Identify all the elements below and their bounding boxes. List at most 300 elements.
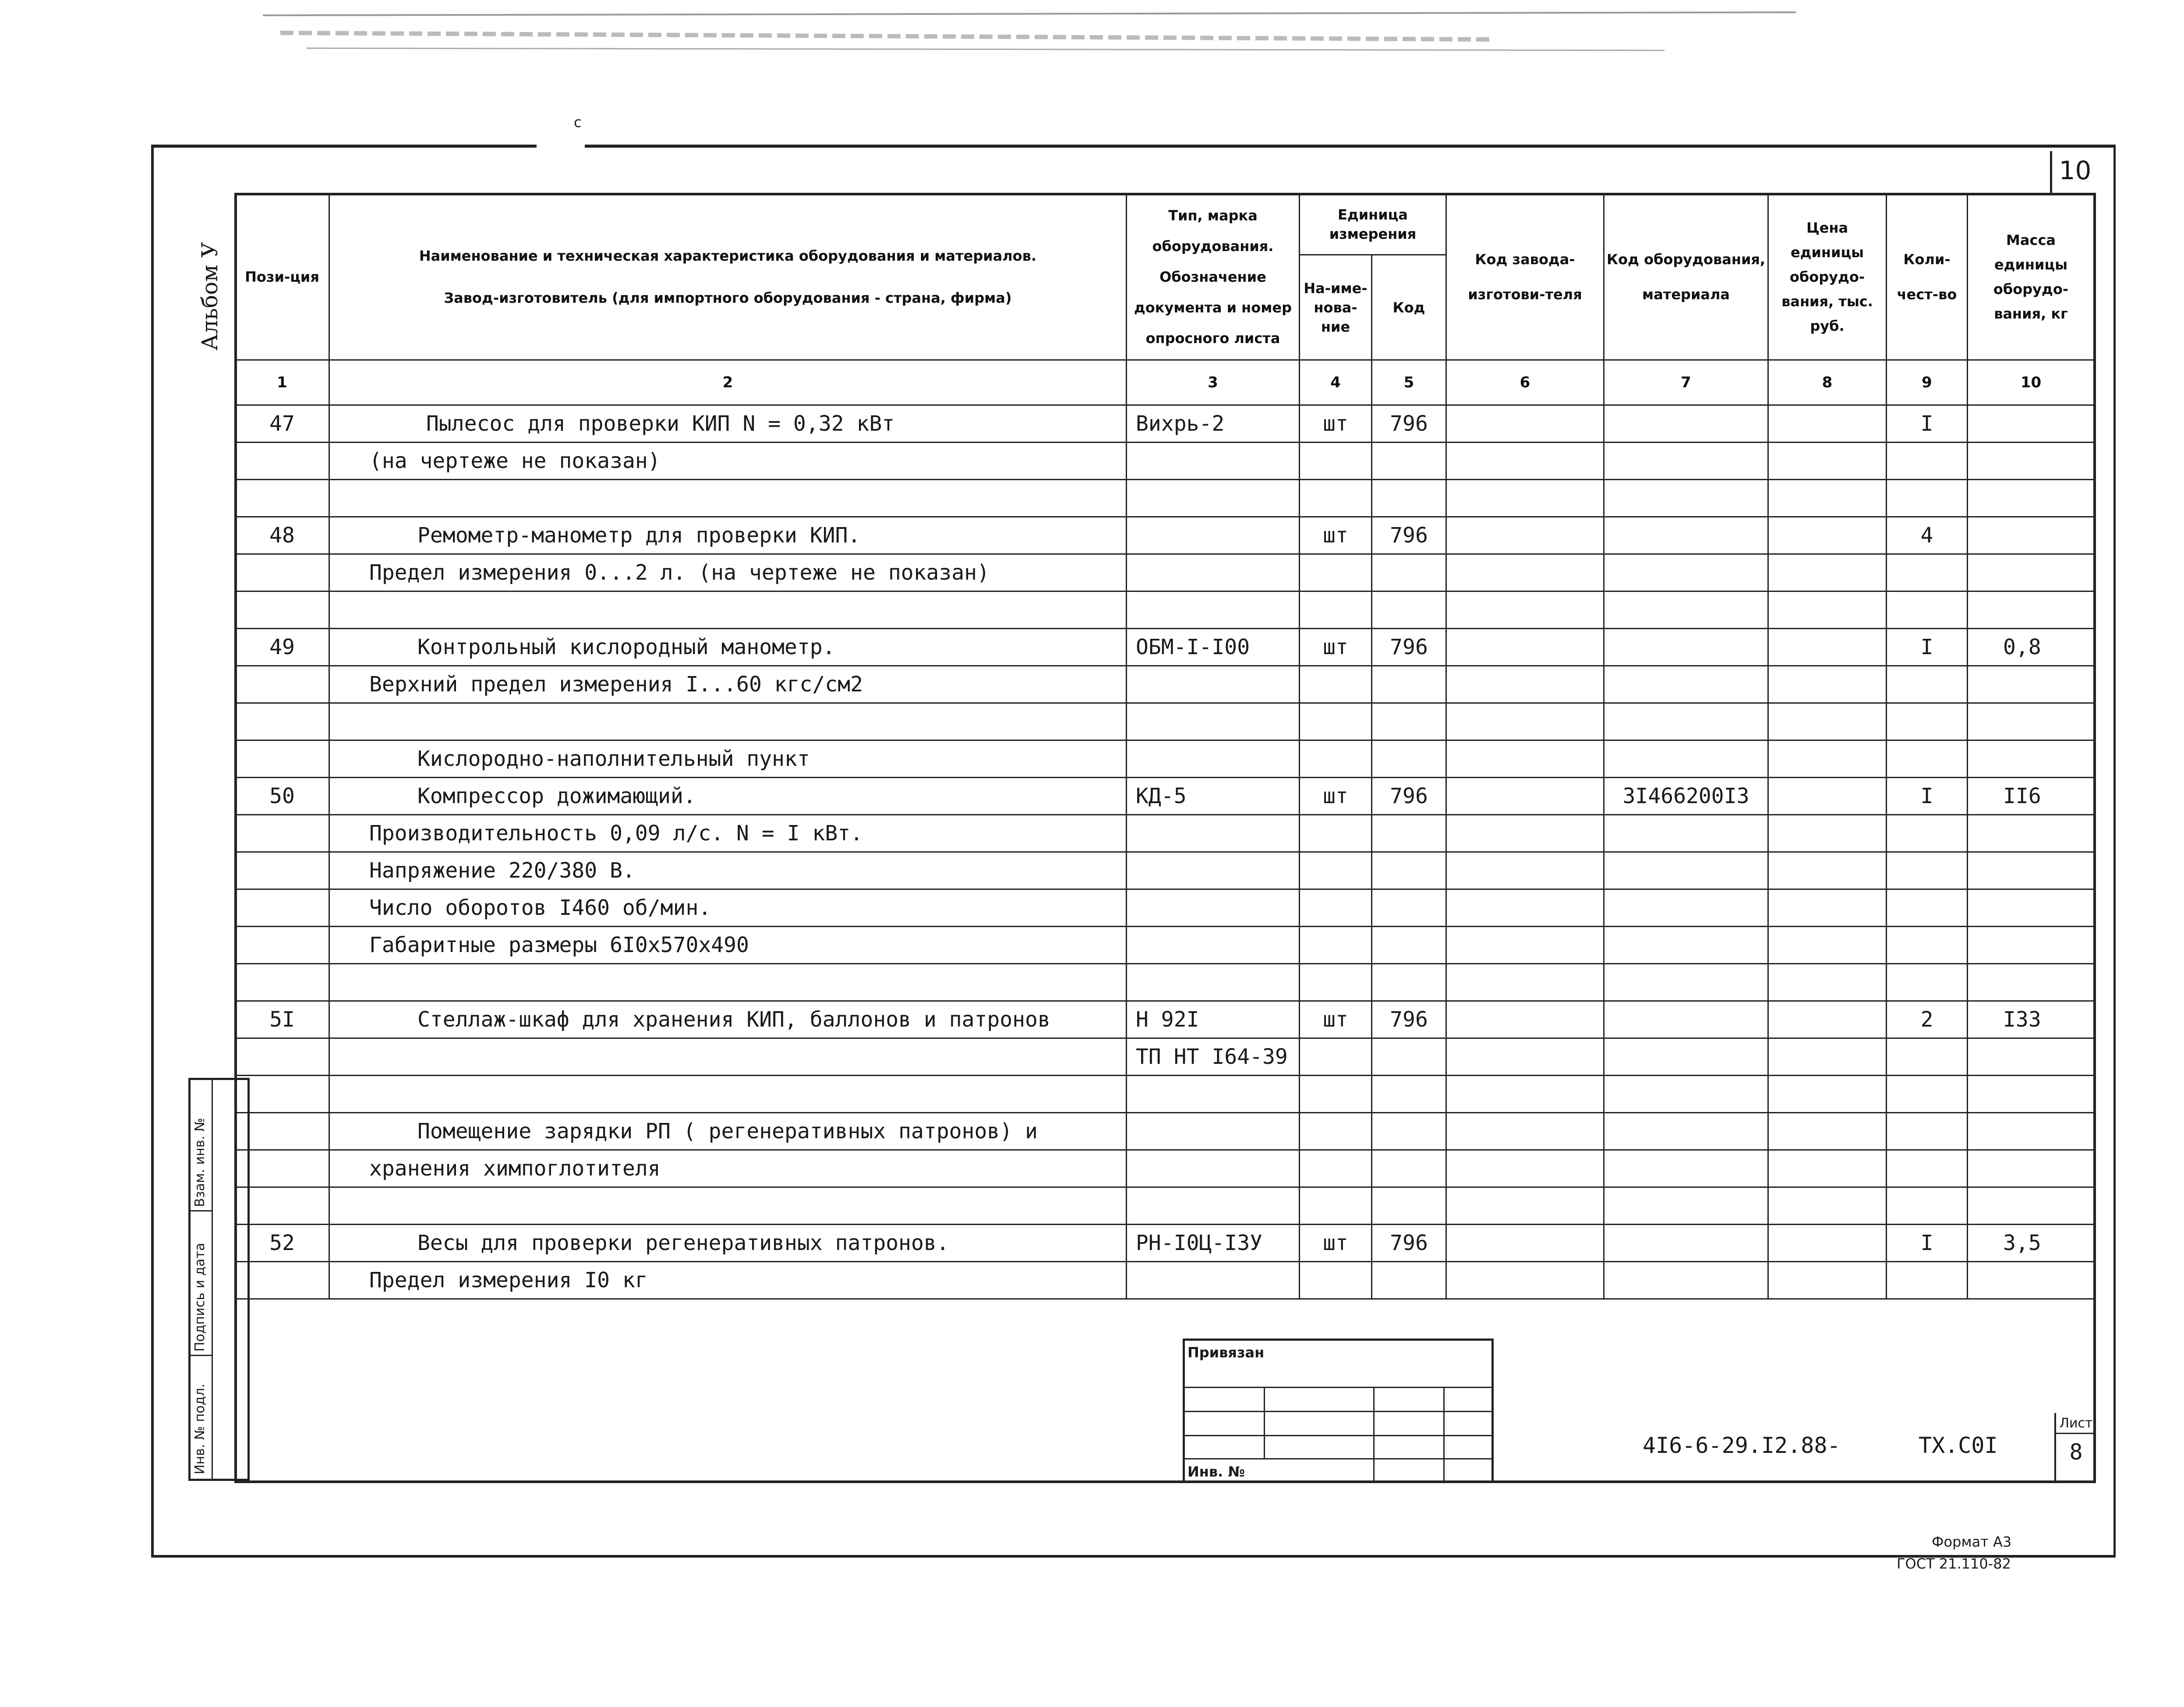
table-row [235,1150,2095,1187]
price-cell [1768,480,1887,517]
name-cell: Контрольный кислородный манометр. [329,629,1127,666]
position-cell [235,554,329,591]
table-row [235,889,2095,927]
type-cell [1127,480,1300,517]
mass-cell [1968,443,2095,480]
table-row [235,1262,2095,1299]
header-unit-group: Единица измерения [1300,194,1446,255]
unit-name-cell: шт [1300,405,1372,443]
price-cell [1768,1038,1887,1076]
name-cell: Число оборотов I460 об/мин. [329,889,1127,927]
quantity-cell [1887,480,1968,517]
plant-code-cell [1446,405,1604,443]
unit-code-cell [1372,591,1446,629]
table-row [235,815,2095,852]
table-row [235,443,2095,480]
quantity-cell [1887,1113,1968,1150]
quantity-cell [1887,1076,1968,1113]
corner-sheet-number-text: 10 [2059,156,2092,185]
unit-name-cell [1300,1038,1372,1076]
price-cell [1768,778,1887,815]
column-number: 9 [1887,360,1968,405]
border-gap [537,140,585,153]
unit-name-cell [1300,443,1372,480]
type-cell [1127,443,1300,480]
header-price: Цена единицы оборудо-вания, тыс. руб. [1768,194,1887,360]
equipment-code-cell [1604,1262,1768,1299]
position-cell [235,889,329,927]
mass-cell: II6 [1968,778,2095,815]
plant-code-cell [1446,1038,1604,1076]
quantity-cell [1887,740,1968,778]
equipment-code-cell [1604,740,1768,778]
position-cell [235,964,329,1001]
position-cell [235,591,329,629]
type-cell [1127,815,1300,852]
price-cell [1768,740,1887,778]
equipment-code-cell [1604,1113,1768,1150]
column-numbers-row [235,360,2095,405]
mass-cell [1968,740,2095,778]
name-cell: хранения химпоглотителя [329,1150,1127,1187]
unit-name-cell [1300,480,1372,517]
document-code: ТХ.С0I [1919,1433,1998,1458]
equipment-code-cell [1604,517,1768,554]
type-cell [1127,1076,1300,1113]
type-cell [1127,703,1300,740]
equipment-code-cell [1604,964,1768,1001]
table-row [235,852,2095,889]
table-row [235,1225,2095,1262]
unit-code-cell [1372,889,1446,927]
header-position: Пози-ция [235,194,329,360]
header-mass: Масса единицы оборудо-вания, кг [1968,194,2095,360]
position-cell [235,852,329,889]
type-cell: РН-I0Ц-I3У [1127,1225,1300,1262]
price-cell [1768,1113,1887,1150]
type-cell [1127,1150,1300,1187]
quantity-cell: I [1887,405,1968,443]
unit-code-cell [1372,666,1446,703]
plant-code-cell [1446,1187,1604,1225]
mass-cell: I33 [1968,1001,2095,1038]
price-cell [1768,1001,1887,1038]
plant-code-cell [1446,480,1604,517]
unit-name-cell: шт [1300,1001,1372,1038]
name-cell: Напряжение 220/380 В. [329,852,1127,889]
equipment-code-cell: 3I466200I3 [1604,778,1768,815]
mass-cell [1968,815,2095,852]
equipment-code-cell [1604,405,1768,443]
mass-cell [1968,1150,2095,1187]
equipment-code-cell [1604,666,1768,703]
column-number: 10 [1968,360,2095,405]
equipment-code-cell [1604,629,1768,666]
side-cell-replacement [191,1080,212,1211]
unit-name-cell: шт [1300,778,1372,815]
unit-name-cell [1300,1076,1372,1113]
quantity-cell [1887,964,1968,1001]
position-cell [235,703,329,740]
table-row [235,666,2095,703]
side-cell-signature [191,1211,212,1356]
unit-code-cell: 796 [1372,517,1446,554]
stamp-line [1185,1411,1491,1412]
quantity-cell [1887,703,1968,740]
table-row [235,1113,2095,1150]
position-cell: 52 [235,1225,329,1262]
side-strip-divider [212,1080,213,1479]
specification-table [234,193,2095,1300]
type-cell: КД-5 [1127,778,1300,815]
mass-cell [1968,405,2095,443]
price-cell [1768,889,1887,927]
table-row [235,591,2095,629]
equipment-code-cell [1604,480,1768,517]
price-cell [1768,927,1887,964]
paper-format: Формат А3 [1932,1533,2012,1550]
table-row [235,1038,2095,1076]
unit-name-cell [1300,1150,1372,1187]
name-cell [329,1076,1127,1113]
header-quantity: Коли-чест-во [1887,194,1968,360]
quantity-cell [1887,927,1968,964]
equipment-code-cell [1604,1001,1768,1038]
plant-code-cell [1446,591,1604,629]
type-cell [1127,1262,1300,1299]
quantity-cell [1887,852,1968,889]
unit-code-cell: 796 [1372,1225,1446,1262]
plant-code-cell [1446,1113,1604,1150]
plant-code-cell [1446,443,1604,480]
scan-artifact [263,9,1840,53]
plant-code-cell [1446,964,1604,1001]
type-cell: Вихрь-2 [1127,405,1300,443]
mass-cell: 0,8 [1968,629,2095,666]
position-cell [235,815,329,852]
name-cell [329,964,1127,1001]
table-row [235,480,2095,517]
position-cell [235,1038,329,1076]
plant-code-cell [1446,1225,1604,1262]
price-cell [1768,443,1887,480]
plant-code-cell [1446,852,1604,889]
type-cell [1127,1113,1300,1150]
price-cell [1768,591,1887,629]
type-cell [1127,964,1300,1001]
type-cell: ТП НТ I64-39 [1127,1038,1300,1076]
equipment-code-cell [1604,1187,1768,1225]
plant-code-cell [1446,629,1604,666]
header-unit-name: На-име-нова-ние [1300,255,1372,360]
unit-code-cell [1372,1038,1446,1076]
unit-name-cell [1300,1113,1372,1150]
price-cell [1768,964,1887,1001]
name-cell: Стеллаж-шкаф для хранения КИП, баллонов и патронов [329,1001,1127,1038]
name-cell: Компрессор дожимающий. [329,778,1127,815]
name-cell: Ремометр-манометр для проверки КИП. [329,517,1127,554]
plant-code-cell [1446,703,1604,740]
specification-rows [235,405,2095,1299]
stamp-col-line [1443,1387,1445,1481]
stamp-col-line [1264,1387,1265,1458]
price-cell [1768,405,1887,443]
header-unit-code: Код [1372,255,1446,360]
linking-stamp [1183,1339,1494,1483]
unit-code-cell: 796 [1372,778,1446,815]
table-row [235,927,2095,964]
type-cell [1127,554,1300,591]
quantity-cell [1887,1187,1968,1225]
quantity-cell: I [1887,1225,1968,1262]
price-cell [1768,666,1887,703]
side-label-replacement: Взам. инв. № [192,1118,208,1207]
mass-cell [1968,852,2095,889]
header-equipment-code: Код оборудования, материала [1604,194,1768,360]
plant-code-cell [1446,666,1604,703]
type-cell [1127,889,1300,927]
plant-code-cell [1446,1150,1604,1187]
column-number: 1 [235,360,329,405]
table-row [235,517,2095,554]
header-name-line2: Завод-изготовитель (для импортного оборудования - страна, фирма) [444,289,1012,306]
plant-code-cell [1446,554,1604,591]
table-row [235,405,2095,443]
position-cell: 50 [235,778,329,815]
equipment-code-cell [1604,815,1768,852]
mass-cell [1968,1113,2095,1150]
unit-code-cell [1372,964,1446,1001]
price-cell [1768,1187,1887,1225]
stamp-line [1185,1458,1491,1459]
plant-code-cell [1446,1076,1604,1113]
unit-name-cell [1300,964,1372,1001]
side-label-signature: Подпись и дата [192,1243,208,1352]
unit-name-cell [1300,815,1372,852]
equipment-code-cell [1604,889,1768,927]
unit-code-cell [1372,1262,1446,1299]
mass-cell: 3,5 [1968,1225,2095,1262]
type-cell [1127,852,1300,889]
quantity-cell: I [1887,778,1968,815]
mass-cell [1968,1076,2095,1113]
position-cell [235,927,329,964]
name-cell [329,480,1127,517]
name-cell [329,1038,1127,1076]
unit-code-cell [1372,554,1446,591]
equipment-code-cell [1604,927,1768,964]
unit-code-cell [1372,443,1446,480]
name-cell [329,1187,1127,1225]
unit-code-cell [1372,852,1446,889]
unit-code-cell [1372,1187,1446,1225]
type-cell: ОБМ-I-I00 [1127,629,1300,666]
type-cell [1127,591,1300,629]
equipment-code-cell [1604,1225,1768,1262]
unit-code-cell [1372,703,1446,740]
price-cell [1768,852,1887,889]
plant-code-cell [1446,927,1604,964]
position-cell [235,480,329,517]
stamp-line [1185,1435,1491,1436]
mass-cell [1968,703,2095,740]
position-cell [235,740,329,778]
name-cell: (на чертеже не показан) [329,443,1127,480]
price-cell [1768,1076,1887,1113]
quantity-cell: 4 [1887,517,1968,554]
stamp-linked-label: Привязан [1187,1344,1265,1361]
table-row [235,1001,2095,1038]
position-cell: 48 [235,517,329,554]
plant-code-cell [1446,517,1604,554]
quantity-cell: I [1887,629,1968,666]
gost-standard: ГОСТ 21.110-82 [1897,1555,2011,1572]
position-cell: 5I [235,1001,329,1038]
type-cell [1127,666,1300,703]
unit-name-cell [1300,591,1372,629]
quantity-cell [1887,1262,1968,1299]
unit-name-cell: шт [1300,629,1372,666]
side-label-original: Инв. № подл. [192,1384,208,1474]
plant-code-cell [1446,815,1604,852]
sheet-number: 8 [2069,1439,2083,1465]
plant-code-cell [1446,740,1604,778]
unit-name-cell [1300,554,1372,591]
quantity-cell [1887,1038,1968,1076]
quantity-cell [1887,666,1968,703]
plant-code-cell [1446,778,1604,815]
header-type: Тип, марка оборудования. Обозначение документа и номер опросного листа [1127,194,1300,360]
mass-cell [1968,554,2095,591]
equipment-code-cell [1604,1038,1768,1076]
unit-name-cell: шт [1300,517,1372,554]
quantity-cell [1887,889,1968,927]
stamp-inv-label: Инв. № [1187,1463,1245,1480]
approval-side-strip [188,1078,250,1481]
unit-code-cell: 796 [1372,1001,1446,1038]
name-cell: Помещение зарядки РП ( регенеративных патронов) и [329,1113,1127,1150]
price-cell [1768,629,1887,666]
table-row [235,703,2095,740]
mass-cell [1968,480,2095,517]
name-cell [329,703,1127,740]
table-row [235,740,2095,778]
unit-name-cell [1300,1262,1372,1299]
equipment-code-cell [1604,1076,1768,1113]
unit-name-cell [1300,927,1372,964]
sheet-number-box [2054,1413,2096,1483]
equipment-code-cell [1604,554,1768,591]
column-number: 6 [1446,360,1604,405]
price-cell [1768,815,1887,852]
plant-code-cell [1446,889,1604,927]
side-cell-original [191,1356,212,1479]
table-row [235,1187,2095,1225]
price-cell [1768,517,1887,554]
unit-name-cell [1300,740,1372,778]
name-cell: Производительность 0,09 л/с. N = I кВт. [329,815,1127,852]
header-plant-code: Код завода-изготови-теля [1446,194,1604,360]
unit-name-cell [1300,703,1372,740]
column-number: 4 [1300,360,1372,405]
price-cell [1768,1262,1887,1299]
equipment-code-cell [1604,703,1768,740]
price-cell [1768,1150,1887,1187]
stray-mark: с [574,114,582,131]
name-cell: Габаритные размеры 6I0x570x490 [329,927,1127,964]
unit-code-cell [1372,815,1446,852]
name-cell: Весы для проверки регенеративных патронов. [329,1225,1127,1262]
mass-cell [1968,1187,2095,1225]
type-cell [1127,1187,1300,1225]
position-cell [235,443,329,480]
unit-name-cell [1300,666,1372,703]
mass-cell [1968,889,2095,927]
mass-cell [1968,591,2095,629]
sheet-label: Лист [2056,1416,2096,1434]
table-row [235,554,2095,591]
table-row [235,778,2095,815]
name-cell [329,591,1127,629]
mass-cell [1968,964,2095,1001]
table-row [235,1076,2095,1113]
name-cell: Пылесос для проверки КИП N = 0,32 кВт [329,405,1127,443]
column-number: 8 [1768,360,1887,405]
name-cell: Кислородно-наполнительный пункт [329,740,1127,778]
unit-name-cell [1300,889,1372,927]
mass-cell [1968,517,2095,554]
type-cell: Н 92I [1127,1001,1300,1038]
plant-code-cell [1446,1001,1604,1038]
price-cell [1768,554,1887,591]
column-number: 3 [1127,360,1300,405]
mass-cell [1968,1262,2095,1299]
mass-cell [1968,1038,2095,1076]
name-cell: Верхний предел измерения I...60 кгс/см2 [329,666,1127,703]
album-label-text: Альбом У [197,242,223,351]
column-number: 7 [1604,360,1768,405]
plant-code-cell [1446,1262,1604,1299]
mass-cell [1968,927,2095,964]
header-name [329,194,1127,360]
quantity-cell: 2 [1887,1001,1968,1038]
equipment-code-cell [1604,443,1768,480]
header-name-line1: Наименование и техническая характеристика оборудования и материалов. [419,247,1037,264]
table-row [235,629,2095,666]
column-number: 5 [1372,360,1446,405]
type-cell [1127,740,1300,778]
stamp-col-line [1373,1387,1375,1481]
stamp-line [1185,1387,1491,1388]
price-cell [1768,1225,1887,1262]
unit-code-cell: 796 [1372,405,1446,443]
column-number: 2 [329,360,1127,405]
unit-code-cell [1372,1150,1446,1187]
table-row [235,964,2095,1001]
quantity-cell [1887,591,1968,629]
unit-name-cell: шт [1300,1225,1372,1262]
quantity-cell [1887,443,1968,480]
corner-sheet-number [2050,151,2098,195]
position-cell: 47 [235,405,329,443]
name-cell: Предел измерения I0 кг [329,1262,1127,1299]
unit-code-cell: 796 [1372,629,1446,666]
unit-code-cell [1372,927,1446,964]
unit-code-cell [1372,740,1446,778]
equipment-code-cell [1604,852,1768,889]
equipment-code-cell [1604,1150,1768,1187]
position-cell [235,666,329,703]
